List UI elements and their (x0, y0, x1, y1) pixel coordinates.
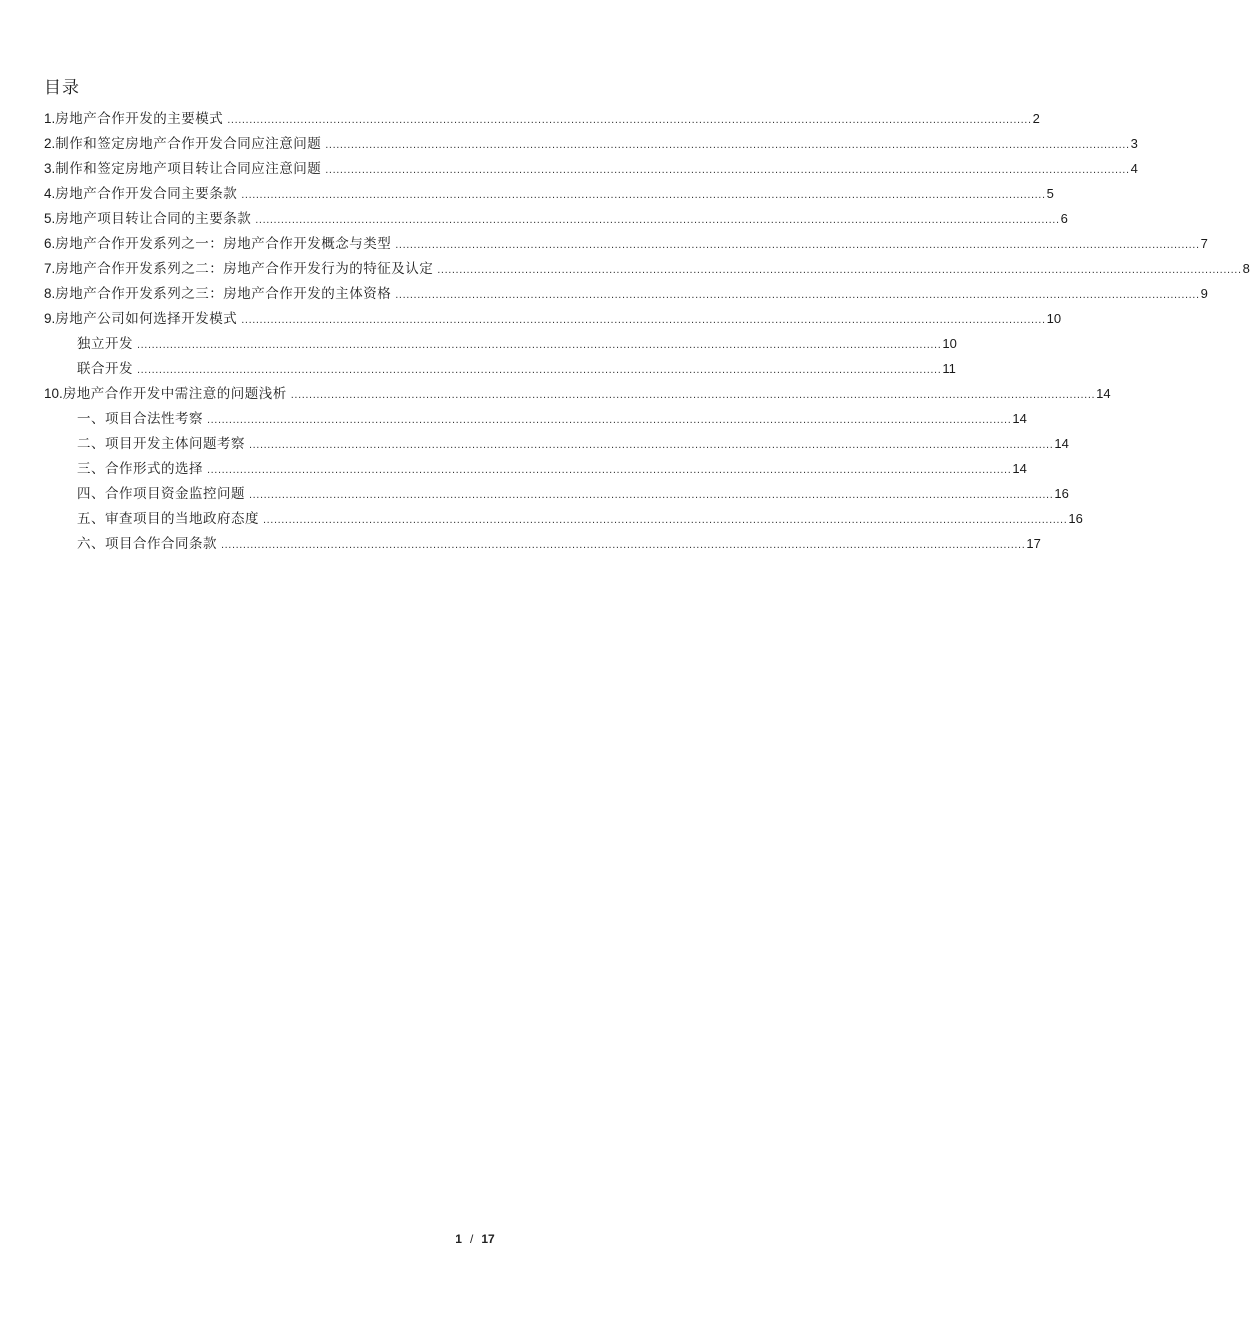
toc-entry[interactable] (44, 256, 1250, 281)
toc-dot-leader: ............................................................................................................................................................................................................................ (395, 239, 1200, 251)
toc-entry-title: 房地产合作开发系列之一：房地产合作开发概念与类型 (55, 236, 392, 252)
toc-entry-page-number: 14 (1054, 436, 1069, 451)
toc-entry[interactable] (44, 506, 1083, 531)
toc-entry-title: 五、审查项目的当地政府态度 (77, 511, 259, 527)
current-page-number: 1 (455, 1232, 462, 1246)
toc-entry-number: 9. (44, 311, 56, 326)
toc-dot-leader: ............................................................................................................................................................................................................................ (137, 364, 942, 376)
toc-dot-leader: ............................................................................................................................................................................................................................ (263, 514, 1068, 526)
toc-dot-leader: ............................................................................................................................................................................................................................ (325, 139, 1130, 151)
toc-entry-title: 房地产合作开发合同主要条款 (55, 186, 238, 202)
toc-dot-leader: ............................................................................................................................................................................................................................ (227, 114, 1032, 126)
toc-dot-leader: ............................................................................................................................................................................................................................ (241, 189, 1046, 201)
toc-entry-page-number: 16 (1068, 511, 1083, 526)
toc-entry-number: 10. (44, 386, 63, 401)
toc-entry[interactable] (44, 106, 1040, 131)
toc-entry-title: 制作和签定房地产项目转让合同应注意问题 (55, 161, 322, 177)
toc-dot-leader: ............................................................................................................................................................................................................................ (207, 464, 1012, 476)
toc-entry-page-number: 6 (1060, 211, 1068, 226)
toc-dot-leader: ............................................................................................................................................................................................................................ (221, 539, 1026, 551)
toc-entry[interactable] (44, 156, 1138, 181)
toc-entry[interactable] (44, 131, 1138, 156)
toc-entry[interactable] (44, 356, 956, 381)
page-footer (0, 1232, 950, 1246)
toc-dot-leader: ............................................................................................................................................................................................................................ (137, 339, 942, 351)
toc-entry-title: 三、合作形式的选择 (77, 461, 203, 477)
toc-entry-title: 一、项目合法性考察 (77, 411, 203, 427)
toc-entry-title: 房地产公司如何选择开发模式 (55, 311, 238, 327)
toc-entry-title: 四、合作项目资金监控问题 (77, 486, 245, 502)
toc-title: 目录 (44, 78, 80, 98)
toc-entry-page-number: 10 (1046, 311, 1062, 326)
toc-entry[interactable] (44, 481, 1069, 506)
toc-entry[interactable] (44, 381, 1111, 406)
toc-entry-page-number: 17 (1026, 536, 1041, 551)
toc-dot-leader: ............................................................................................................................................................................................................................ (249, 439, 1054, 451)
toc-entry-title: 房地产合作开发系列之三：房地产合作开发的主体资格 (55, 286, 392, 302)
toc-entry-title: 独立开发 (77, 336, 133, 352)
toc-dot-leader: ............................................................................................................................................................................................................................ (207, 414, 1012, 426)
page-separator: / (469, 1232, 474, 1246)
toc-entry-title: 联合开发 (77, 361, 133, 377)
toc-entry[interactable] (44, 431, 1069, 456)
toc-entry-number: 1. (44, 111, 56, 126)
toc-entry-number: 8. (44, 286, 56, 301)
toc-entry-page-number: 5 (1046, 186, 1054, 201)
toc-dot-leader: ............................................................................................................................................................................................................................ (255, 214, 1060, 226)
toc-entry-page-number: 4 (1130, 161, 1138, 176)
toc-dot-leader: ............................................................................................................................................................................................................................ (437, 264, 1242, 276)
toc-entry-page-number: 14 (1012, 411, 1027, 426)
toc-entry[interactable] (44, 231, 1208, 256)
toc-entry-page-number: 2 (1032, 111, 1040, 126)
toc-entry-title: 房地产合作开发中需注意的问题浅析 (62, 386, 287, 402)
toc-entry-page-number: 11 (942, 361, 956, 376)
toc-entry-title: 房地产合作开发的主要模式 (55, 111, 224, 127)
toc-dot-leader: ............................................................................................................................................................................................................................ (241, 314, 1046, 326)
toc-entry[interactable] (44, 331, 957, 356)
toc-entry[interactable] (44, 281, 1208, 306)
toc-entry[interactable] (44, 456, 1027, 481)
toc-entry-number: 3. (44, 161, 56, 176)
toc-entry[interactable] (44, 531, 1041, 556)
toc-entry-number: 4. (44, 186, 56, 201)
toc-entry-page-number: 10 (942, 336, 957, 351)
toc-entry-title: 房地产项目转让合同的主要条款 (55, 211, 252, 227)
toc-dot-leader: ............................................................................................................................................................................................................................ (249, 489, 1054, 501)
toc-entry-number: 7. (44, 261, 56, 276)
toc-dot-leader: ............................................................................................................................................................................................................................ (290, 389, 1096, 401)
toc-dot-leader: ............................................................................................................................................................................................................................ (395, 289, 1200, 301)
toc-entry-page-number: 14 (1012, 461, 1027, 476)
toc-entry-title: 六、项目合作合同条款 (77, 536, 217, 552)
toc-entry[interactable] (44, 181, 1054, 206)
toc-entry-title: 房地产合作开发系列之二：房地产合作开发行为的特征及认定 (55, 261, 434, 277)
toc-entry[interactable] (44, 206, 1068, 231)
toc-entry-page-number: 8 (1242, 261, 1250, 276)
toc-entry[interactable] (44, 406, 1027, 431)
toc-entry-title: 二、项目开发主体问题考察 (77, 436, 245, 452)
toc-list (44, 106, 1250, 556)
toc-entry-page-number: 7 (1200, 236, 1208, 251)
toc-entry-title: 制作和签定房地产合作开发合同应注意问题 (55, 136, 322, 152)
toc-entry-number: 6. (44, 236, 56, 251)
toc-entry-page-number: 16 (1054, 486, 1069, 501)
toc-entry-page-number: 3 (1130, 136, 1138, 151)
toc-entry[interactable] (44, 306, 1062, 331)
toc-entry-number: 5. (44, 211, 56, 226)
toc-entry-page-number: 14 (1096, 386, 1111, 401)
toc-entry-number: 2. (44, 136, 56, 151)
total-pages: 17 (481, 1232, 495, 1246)
toc-entry-page-number: 9 (1200, 286, 1208, 301)
toc-dot-leader: ............................................................................................................................................................................................................................ (325, 164, 1130, 176)
